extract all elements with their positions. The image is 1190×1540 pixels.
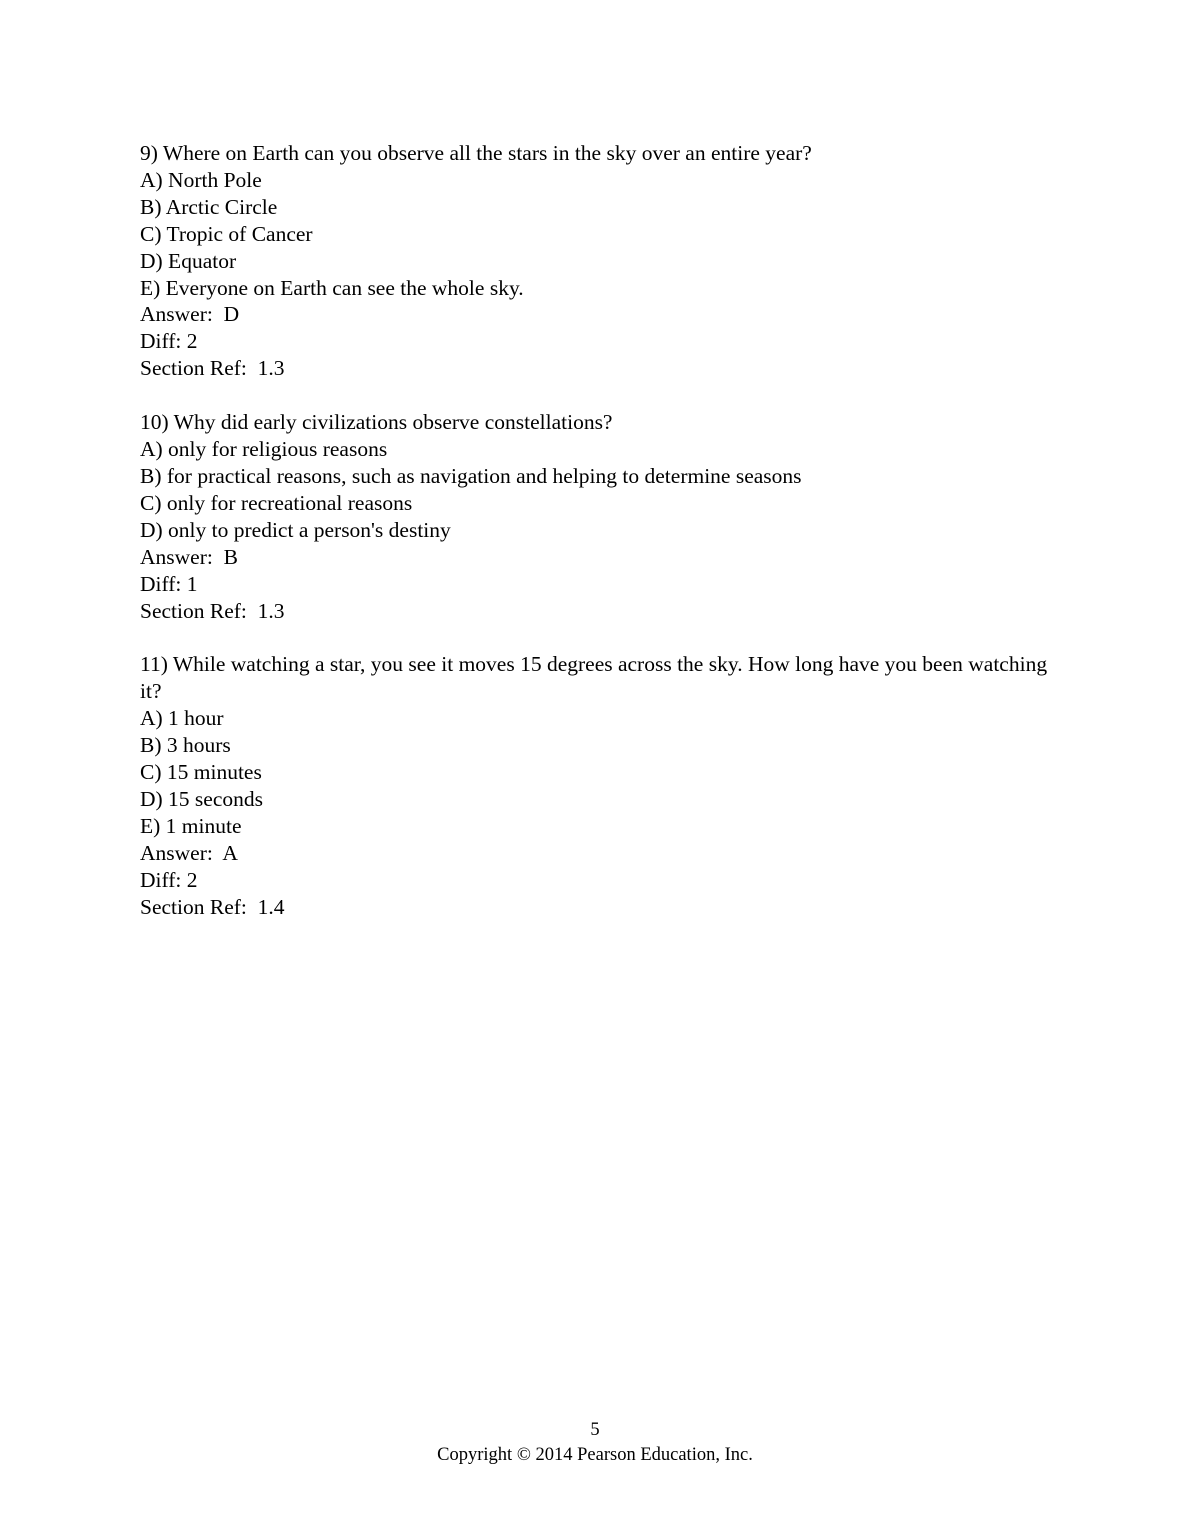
option-c: C) only for recreational reasons (140, 490, 413, 515)
option-a: A) only for religious reasons (140, 437, 388, 462)
answer: Answer: A (140, 840, 238, 865)
question-9 (140, 140, 1050, 382)
option-c: C) 15 minutes (140, 760, 262, 785)
option-b: B) 3 hours (140, 733, 231, 758)
section-ref: Section Ref: 1.3 (140, 356, 285, 381)
page-content (140, 140, 1053, 947)
section-ref: Section Ref: 1.4 (140, 894, 285, 919)
option-b: B) Arctic Circle (140, 194, 278, 219)
option-d: D) Equator (140, 248, 237, 273)
question-11 (140, 651, 1053, 920)
difficulty: Diff: 2 (140, 329, 198, 354)
option-e: E) 1 minute (140, 813, 242, 838)
section-ref: Section Ref: 1.3 (140, 598, 285, 623)
question-stem: 9) Where on Earth can you observe all the stars in the sky over an entire year? (140, 141, 812, 165)
option-d: D) only to predict a person's destiny (140, 517, 451, 542)
answer: Answer: B (140, 544, 238, 569)
copyright-notice: Copyright © 2014 Pearson Education, Inc. (437, 1445, 753, 1465)
question-10 (140, 409, 1050, 624)
question-stem: 10) Why did early civilizations observe constellations? (140, 410, 613, 435)
option-c: C) Tropic of Cancer (140, 221, 313, 246)
difficulty: Diff: 1 (140, 571, 198, 596)
answer: Answer: D (140, 302, 240, 327)
difficulty: Diff: 2 (140, 867, 198, 892)
option-a: A) 1 hour (140, 706, 224, 731)
option-b: B) for practical reasons, such as navigation and helping to determine seasons (140, 463, 802, 488)
option-e: E) Everyone on Earth can see the whole sky. (140, 275, 524, 300)
page-number: 5 (590, 1420, 600, 1440)
question-stem: 11) While watching a star, you see it moves 15 degrees across the sky. How long have you been watching it? (140, 652, 1053, 704)
option-d: D) 15 seconds (140, 786, 264, 811)
option-a: A) North Pole (140, 167, 262, 192)
